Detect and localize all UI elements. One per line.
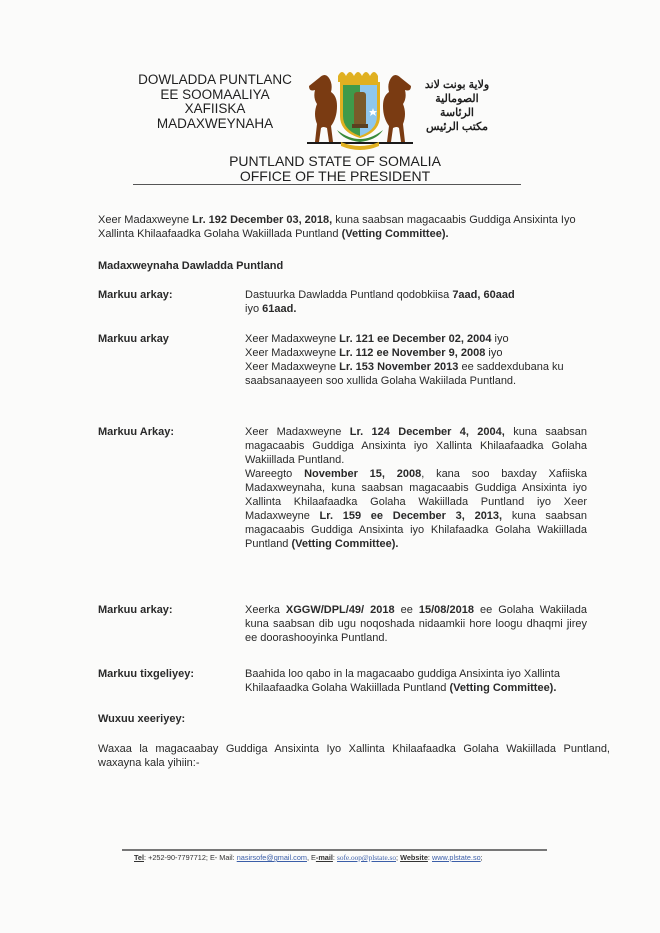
section-label: Markuu arkay [98,333,169,345]
section-body [245,425,587,551]
decision-label: Wuxuu xeeriyey: [98,713,186,725]
text: ; [480,853,483,862]
letterhead-divider [133,184,521,185]
text: saabsanaayeen soo xullida Golaha Wakiilada Puntland. [245,375,517,387]
text: Xeer Madaxweyne [245,333,340,345]
letterhead-somali [130,73,300,131]
letterhead-line: DOWLADDA PUNTLANC [138,72,292,87]
text: XGGW/DPL/49/ 2018 [285,604,395,616]
text: Lr. 124 December 4, 2004, [349,426,505,438]
text: Wareegto [245,468,305,480]
letterhead-line: ولاية بونت لاند [424,79,490,91]
section-body [245,667,615,695]
text: iyo [491,333,509,345]
decree-number: Lr. 192 December 03, 2018, [192,214,333,226]
text: Xeer Madaxweyne [98,214,193,226]
section-label: Markuu Arkay: [98,426,175,438]
text: Lr. 159 ee December 3, 2013, [319,510,503,522]
email-link[interactable]: nasirsofe@gmail.com [236,853,307,862]
text: Lr. 153 November 2013 [339,361,459,373]
text: 15/08/2018 [418,604,474,616]
text: ee [394,604,419,616]
text: (Vetting Committee). [291,538,399,550]
section-label: Markuu tixgeliyey: [98,668,194,680]
decree-title [98,213,618,241]
text: kuna saabsan magacaabis Guddiga Ansixinta Iyo [332,214,576,226]
text: Xeer Madaxweyne [245,426,350,438]
letterhead-line: مكتب الرئيس [425,121,489,133]
letterhead-line: OFFICE OF THE PRESIDENT [239,168,431,184]
text: ; [396,853,401,862]
text: : [332,853,337,862]
letterhead-line: XAFIISKA [184,101,246,116]
email-link[interactable]: sofe.oop@plstate.so [336,853,396,862]
text: Xeer Madaxweyne [245,361,340,373]
committee-name: (Vetting Committee). [341,228,449,240]
tel-value: : +252-90-7797712; E- Mail: [144,853,237,862]
letterhead-line: PUNTLAND STATE OF SOMALIA [229,153,441,169]
text: Xeerka [245,604,286,616]
text: Baahida loo qabo in la magacaabo guddiga Ansixinta iyo Xallinta Khilaafaadka Golaha Wakiillada Puntland [245,668,560,694]
text: kuna saabsan magacaabis Guddiga Ansixinta iyo Xallinta Khilaafaadka Golaha Wakiillada Puntland. [245,426,587,466]
letterhead-line: الرئاسة [439,107,474,119]
tel-label: Tel [134,853,145,862]
email-label: -mail [315,853,333,862]
text: , kana soo baxday Xafiiska Madaxweynaha, kuna saabsan magacaabis Guddiga Ansixinta iyo Xallinta Khilaafaadka Golaha Wakiillada Puntland iyo Xeer Madaxweyne [245,468,588,522]
letterhead-line: MADAXWEYNAHA [156,115,274,131]
section-label: Markuu arkay: [98,604,173,616]
letterhead-arabic [412,78,502,134]
section-body [245,603,587,645]
section-body [245,288,615,316]
text: (Vetting Committee). [449,682,557,694]
text: kuna saabsan magacaabis Guddiga Ansixinta iyo Khilafaadka Golaha Wakiillada Puntland [245,510,587,550]
footer-contact [134,853,604,862]
text: Lr. 121 ee December 02, 2004 [339,333,492,345]
text: iyo [485,347,503,359]
coat-of-arms-icon [305,64,415,152]
text: Xallinta Khilaafaadka Golaha Wakiillada Puntland [98,228,342,240]
text: : [427,853,432,862]
text: , E [306,853,316,862]
decision-text: Waxaa la magacaabay Guddiga Ansixinta Iyo Xallinta Khilaafaadka Golaha Wakiillada Puntland, waxayna kala yihiin:- [98,743,610,769]
text: Lr. 112 ee November 9, 2008 [339,347,486,359]
text: Dastuurka Dawladda Puntland qodobkiisa [245,289,453,301]
footer-divider [122,849,547,851]
text: 7aad, 60aad [452,289,515,301]
text: 61aad. [262,303,297,315]
text: Xeer Madaxweyne [245,347,340,359]
letterhead-english [200,154,470,184]
website-label: Website [400,853,428,862]
letterhead-line: EE SOOMAALIYA [160,86,270,102]
website-link[interactable]: www.plstate.so [431,853,481,862]
text: ee saddexdubana ku [458,361,564,373]
text: iyo [245,303,263,315]
text: November 15, 2008 [304,468,422,480]
issuer: Madaxweynaha Dawladda Puntland [98,260,284,272]
text: ee Golaha Wakiilada kuna saabsan dib ugu noqoshada nidaamkii hore loogu dhaqmi jirey ee doorashooyinka Puntland. [245,604,587,644]
section-body [245,332,615,388]
letterhead-line: الصومالية [435,93,479,105]
section-label: Markuu arkay: [98,289,173,301]
